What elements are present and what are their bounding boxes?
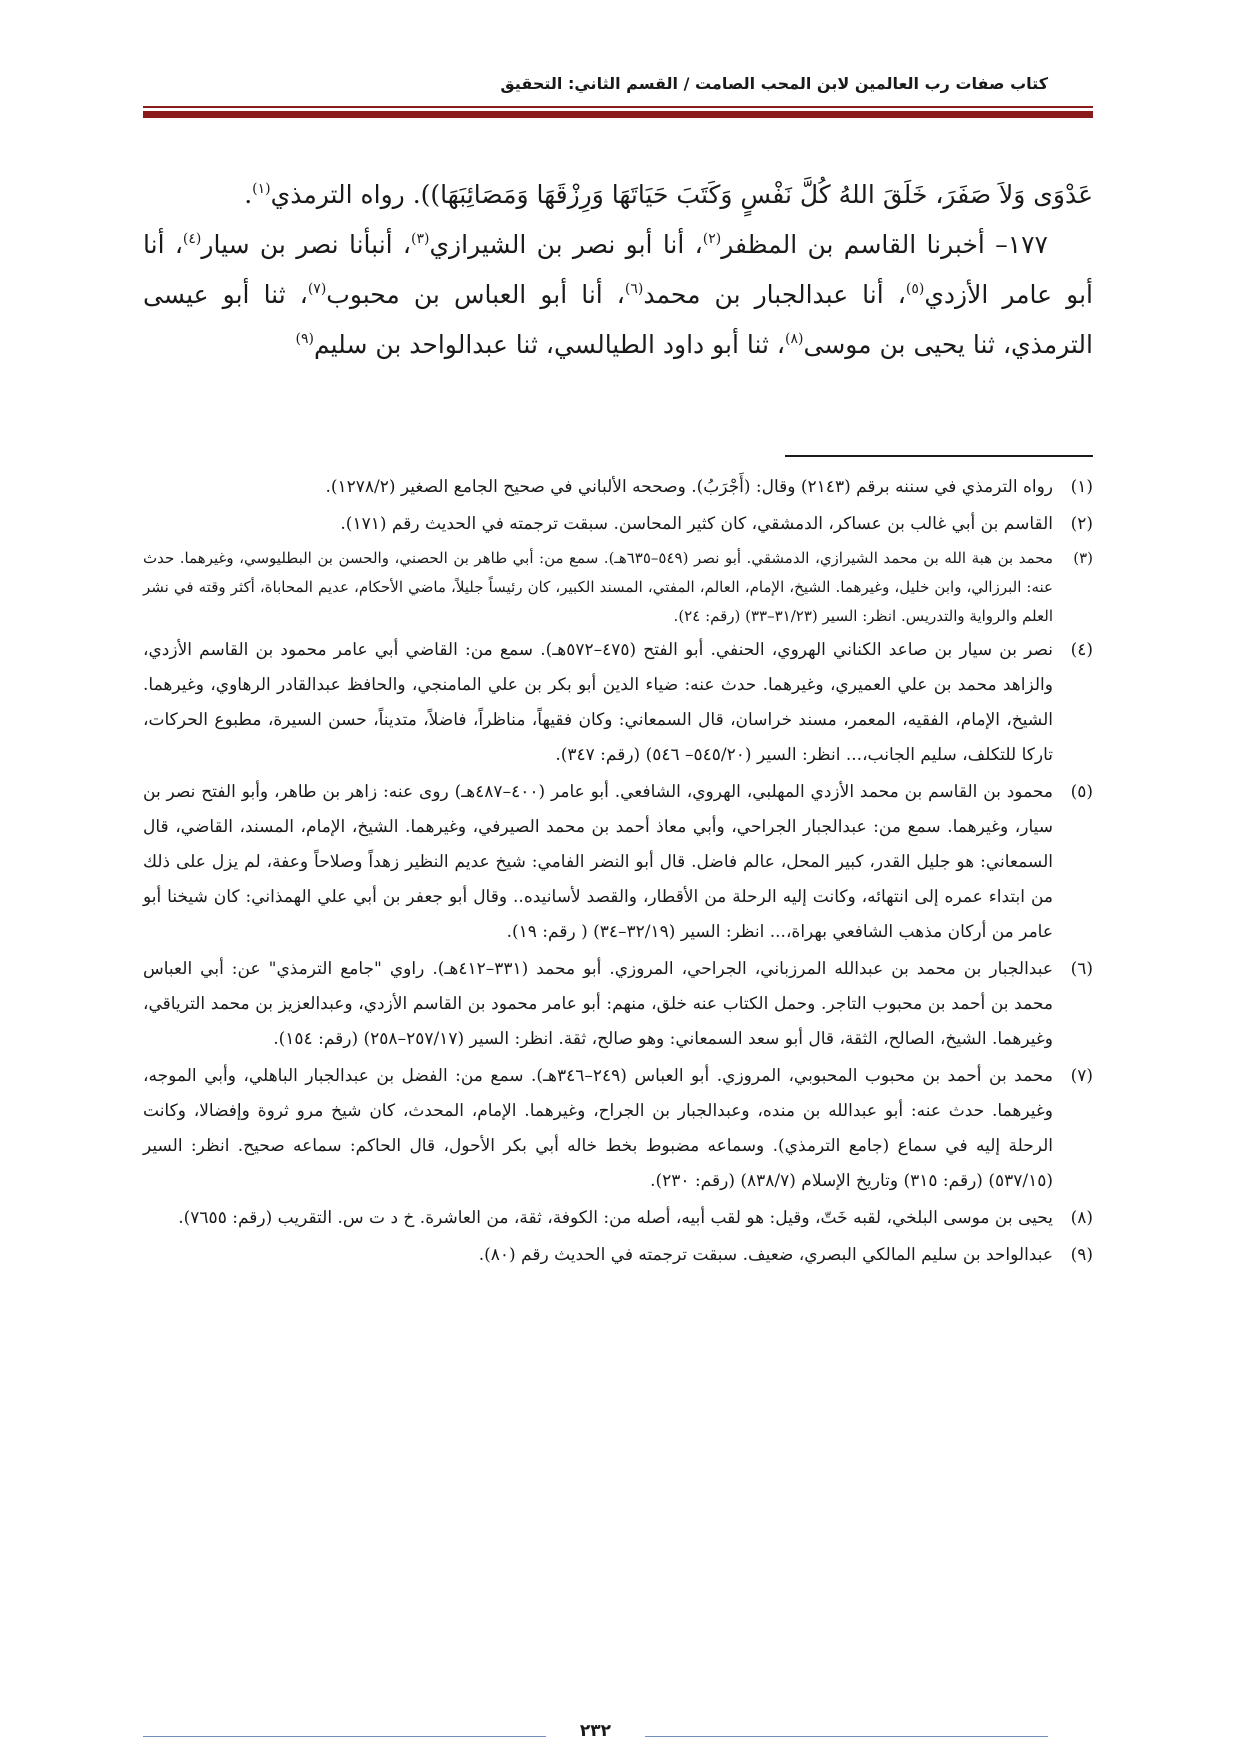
footnote-number: (٦) xyxy=(1070,959,1093,979)
footnote-text: عبدالجبار بن محمد بن عبدالله المرزباني، الجراحي، المروزي. أبو محمد (٣٣١–٤١٢هـ). راوي "جامع الترمذي" عن: أبي العباس محمد بن أحمد بن محبوب التاجر. وحمل الكتاب عنه خلق، منهم: أبو عامر محمود بن القاسم الأزدي، وعبدالعزيز بن محمد الترياقي، وغيرهما. الشيخ، الصالح، الثقة، قال أبو سعد السمعاني: وهو صالح، ثقة. انظر: السير (٢٥٧/١٧–٢٥٨) (رقم: ١٥٤). xyxy=(143,959,1054,1049)
footnote-text: رواه الترمذي في سننه برقم (٢١٤٣) وقال: (أَجْرَبُ). وصححه الألباني في صحيح الجامع الصغير (١٢٧٨/٢). xyxy=(325,477,1053,497)
footnote-ref: (٣) xyxy=(411,231,430,247)
footnote-9 xyxy=(143,1238,1093,1273)
footnote-6 xyxy=(143,952,1093,1057)
footnotes xyxy=(143,470,1093,1275)
footnote-7 xyxy=(143,1059,1093,1199)
footnote-8 xyxy=(143,1201,1093,1236)
page-number: ٢٣٢ xyxy=(579,1721,612,1741)
footnote-text: محمود بن القاسم بن محمد الأزدي المهلبي، الهروي، الشافعي. أبو عامر (٤٠٠–٤٨٧هـ) روى عنه: زاهر بن طاهر، وأبو الفتح نصر بن سيار، وغيرهما. سمع من: عبدالجبار الجراحي، وأبي معاذ أحمد بن محمد الصيرفي، وغيرهما. الشيخ، الإمام، المسند، القاضي، قال السمعاني: هو جليل القدر، كبير المحل، عالم فاضل. قال أبو النضر الفامي: شيخ عديم النظير زهداً وصلاحاً وعفة، لم يزل على ذلك من ابتداء عمره إلى انتهائه، وكانت إليه الرحلة من الأقطار، والقصد لأسانيده.. وقال أبو جعفر بن أبي علي الهمذاني: كان شيخنا أبو عامر من أركان مذهب الشافعي بهراة،... انظر: السير (٣٢/١٩–٣٤) ( رقم: ١٩). xyxy=(143,782,1053,942)
footnote-number: (١) xyxy=(1070,477,1093,497)
footnote-ref: (١) xyxy=(252,181,271,197)
footnote-3 xyxy=(143,544,1093,631)
footnote-2 xyxy=(143,507,1093,542)
footnote-4 xyxy=(143,633,1093,773)
header-rule-thick xyxy=(143,111,1093,118)
footnote-1 xyxy=(143,470,1093,505)
footnote-5 xyxy=(143,775,1093,950)
footnote-text: عبدالواحد بن سليم المالكي البصري، ضعيف. سبقت ترجمته في الحديث رقم (٨٠). xyxy=(478,1245,1053,1265)
hadith-paragraph: ١٧٧– أخبرنا القاسم بن المظفر$^{(٢)}$، أنا أبو نصر بن الشيرازي$^{(٣)}$، أنبأنا نصر بن سيار$^{(٤)}$، أنا أبو عامر الأزدي$^{(٥)}$، أنا عبدالجبار بن محمد$^{(٦)}$، أنا أبو العباس بن محبوب$^{(٧)}$، ثنا أبو عيسى الترمذي، ثنا يحيى بن موسى$^{(٨)}$، ثنا أبو داود الطيالسي، ثنا عبدالواحد بن سليم$^{(٩)}$ xyxy=(143,230,1093,359)
main-text xyxy=(143,170,1093,370)
footnote-ref: (٨) xyxy=(785,331,804,347)
footnote-text: نصر بن سيار بن صاعد الكناني الهروي، الحنفي. أبو الفتح (٤٧٥–٥٧٢هـ). سمع من: القاضي أبي عامر محمود بن القاسم الأزدي، والزاهد محمد بن علي العميري، وغيرهما. حدث عنه: ضياء الدين أبو بكر بن علي المامنجي، والحافظ عبدالقادر الرهاوي، وغيرهما. الشيخ، الإمام، الفقيه، المعمر، مسند خراسان، قال السمعاني: وكان فقيهاً، مناظراً، فاضلاً، متديناً، حسن السيرة، مطبوع الحركات، تاركا للتكلف، سليم الجانب،... انظر: السير (٥٤٥/٢٠– ٥٤٦) (رقم: ٣٤٧). xyxy=(143,640,1053,765)
footnote-text: محمد بن أحمد بن محبوب المحبوبي، المروزي. أبو العباس (٢٤٩–٣٤٦هـ). سمع من: الفضل بن عبدالجبار الباهلي، وأبي الموجه، وغيرهما. حدث عنه: أبو عبدالله بن منده، وعبدالجبار بن الجراح، وغيرهما. الإمام، المحدث، كان شيخ مرو ثروة وإفضالا، وكانت الرحلة إليه في سماع (جامع الترمذي). وسماعه مضبوط بخط خاله أبي بكر الأحول، قال الحاكم: سماعه صحيح. انظر: السير (٥٣٧/١٥) (رقم: ٣١٥) وتاريخ الإسلام (٨٣٨/٧) (رقم: ٢٣٠). xyxy=(143,1066,1053,1191)
footnote-number: (٥) xyxy=(1070,782,1093,802)
footnote-text: القاسم بن أبي غالب بن عساكر، الدمشقي، كان كثير المحاسن. سبقت ترجمته في الحديث رقم (١٧١). xyxy=(340,514,1053,534)
footnote-number: (٩) xyxy=(1070,1245,1093,1265)
footnote-number: (٧) xyxy=(1070,1066,1093,1086)
header-rule-thin xyxy=(143,106,1093,108)
footnote-text: محمد بن هبة الله بن محمد الشيرازي، الدمشقي. أبو نصر (٥٤٩–٦٣٥هـ). سمع من: أبي طاهر بن الحصني، والحسن بن البطليوسي، وغيرهما. حدث عنه: البرزالي، وابن خليل، وغيرهما. الشيخ، الإمام، العالم، المفتي، المسند الكبير، كان رئيساً جليلاً، ماضي الأحكام، عديم المحاباة، أكثر وقته في نشر العلم والرواية والتدريس. انظر: السير (٣١/٢٣–٣٣) (رقم: ٢٤). xyxy=(143,549,1053,625)
footnote-number: (٨) xyxy=(1070,1208,1093,1228)
footer-rule-right xyxy=(645,1736,1048,1737)
footnote-ref: (٢) xyxy=(702,231,722,247)
footnote-number: (٣) xyxy=(1073,549,1093,567)
running-header-title: كتاب صفات رب العالمين لابن المحب الصامت / القسم الثاني: التحقيق xyxy=(500,74,1048,93)
footnote-ref: (٩) xyxy=(295,331,314,347)
footnote-ref: (٥) xyxy=(905,281,925,297)
main-line-continuation: عَدْوَى وَلاَ صَفَرَ، خَلَقَ اللهُ كُلَّ نَفْسٍ وَكَتَبَ حَيَاتَهَا وَرِزْقَهَا وَمَصَائِبَهَا)). رواه الترمذي$^{(١)}$. xyxy=(244,180,1093,209)
footnote-number: (٢) xyxy=(1070,514,1093,534)
hadith-number: ١٧٧– xyxy=(995,230,1048,259)
footnote-ref: (٤) xyxy=(182,231,202,247)
footnote-number: (٤) xyxy=(1070,640,1093,660)
footnote-separator xyxy=(785,455,1093,457)
footer-rule-left xyxy=(143,1736,546,1737)
footnote-ref: (٧) xyxy=(307,281,327,297)
footnote-ref: (٦) xyxy=(624,281,644,297)
footnote-text: يحيى بن موسى البلخي، لقبه خَتّ، وقيل: هو لقب أبيه، أصله من: الكوفة، ثقة، من العاشرة. خ د ت س. التقريب (رقم: ٧٦٥٥). xyxy=(178,1208,1053,1228)
